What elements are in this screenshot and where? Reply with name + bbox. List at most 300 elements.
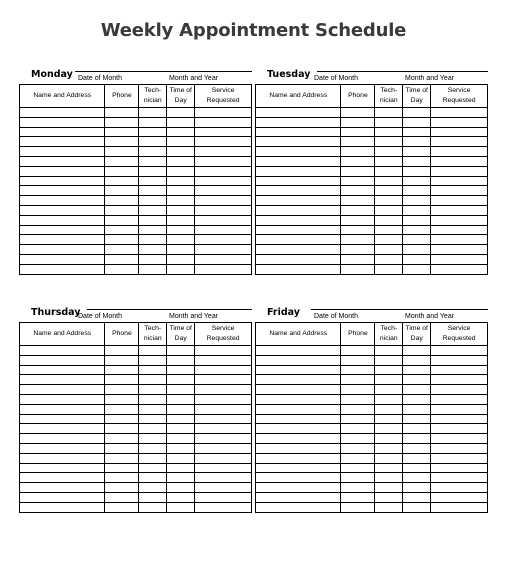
table-cell[interactable] [167,414,195,424]
table-cell[interactable] [167,483,195,493]
table-cell[interactable] [341,156,375,166]
table-cell[interactable] [431,176,488,186]
table-cell[interactable] [105,196,139,206]
table-cell[interactable] [20,186,105,196]
table-cell[interactable] [20,137,105,147]
table-cell[interactable] [431,186,488,196]
table-cell[interactable] [341,463,375,473]
table-cell[interactable] [20,414,105,424]
table-cell[interactable] [167,443,195,453]
table-cell[interactable] [403,235,431,245]
table-cell[interactable] [139,424,167,434]
table-cell[interactable] [20,355,105,365]
table-cell[interactable] [20,502,105,512]
table-cell[interactable] [403,394,431,404]
table-cell[interactable] [139,127,167,137]
table-cell[interactable] [341,414,375,424]
table-cell[interactable] [195,443,252,453]
table-cell[interactable] [256,443,341,453]
table-cell[interactable] [167,254,195,264]
table-cell[interactable] [431,166,488,176]
table-cell[interactable] [341,186,375,196]
table-cell[interactable] [256,215,341,225]
table-cell[interactable] [105,108,139,118]
table-cell[interactable] [195,346,252,356]
table-cell[interactable] [341,264,375,274]
table-cell[interactable] [195,117,252,127]
table-cell[interactable] [341,473,375,483]
table-cell[interactable] [195,414,252,424]
table-cell[interactable] [167,147,195,157]
table-cell[interactable] [139,463,167,473]
table-cell[interactable] [431,414,488,424]
table-cell[interactable] [341,196,375,206]
table-cell[interactable] [431,502,488,512]
table-cell[interactable] [375,215,403,225]
table-cell[interactable] [195,502,252,512]
table-cell[interactable] [375,346,403,356]
table-cell[interactable] [139,404,167,414]
table-cell[interactable] [375,108,403,118]
table-cell[interactable] [20,385,105,395]
table-cell[interactable] [139,264,167,274]
table-cell[interactable] [341,375,375,385]
table-cell[interactable] [167,346,195,356]
table-cell[interactable] [105,394,139,404]
table-cell[interactable] [403,385,431,395]
table-cell[interactable] [20,375,105,385]
table-cell[interactable] [341,225,375,235]
table-cell[interactable] [403,156,431,166]
table-cell[interactable] [403,186,431,196]
table-cell[interactable] [375,502,403,512]
table-cell[interactable] [256,137,341,147]
table-cell[interactable] [139,453,167,463]
table-cell[interactable] [341,385,375,395]
table-cell[interactable] [431,424,488,434]
table-cell[interactable] [256,355,341,365]
table-cell[interactable] [20,424,105,434]
table-cell[interactable] [105,205,139,215]
table-cell[interactable] [375,443,403,453]
table-cell[interactable] [167,453,195,463]
table-cell[interactable] [375,424,403,434]
table-cell[interactable] [403,463,431,473]
table-cell[interactable] [20,346,105,356]
table-cell[interactable] [167,404,195,414]
table-cell[interactable] [431,365,488,375]
table-cell[interactable] [256,473,341,483]
table-cell[interactable] [375,176,403,186]
table-cell[interactable] [256,147,341,157]
table-cell[interactable] [431,453,488,463]
table-cell[interactable] [403,215,431,225]
table-cell[interactable] [431,355,488,365]
table-cell[interactable] [167,156,195,166]
table-cell[interactable] [431,264,488,274]
table-cell[interactable] [195,205,252,215]
table-cell[interactable] [403,264,431,274]
table-cell[interactable] [403,483,431,493]
table-cell[interactable] [256,166,341,176]
table-cell[interactable] [167,502,195,512]
table-cell[interactable] [105,434,139,444]
table-cell[interactable] [20,365,105,375]
table-cell[interactable] [403,434,431,444]
table-cell[interactable] [105,264,139,274]
table-cell[interactable] [375,483,403,493]
table-cell[interactable] [139,414,167,424]
table-cell[interactable] [139,245,167,255]
table-cell[interactable] [139,147,167,157]
table-cell[interactable] [139,225,167,235]
table-cell[interactable] [105,176,139,186]
table-cell[interactable] [195,385,252,395]
table-cell[interactable] [139,137,167,147]
table-cell[interactable] [403,108,431,118]
table-cell[interactable] [20,264,105,274]
table-cell[interactable] [341,394,375,404]
table-cell[interactable] [167,186,195,196]
table-cell[interactable] [375,453,403,463]
table-cell[interactable] [105,147,139,157]
table-cell[interactable] [341,355,375,365]
table-cell[interactable] [431,483,488,493]
table-cell[interactable] [431,108,488,118]
table-cell[interactable] [341,117,375,127]
table-cell[interactable] [20,225,105,235]
table-cell[interactable] [105,117,139,127]
table-cell[interactable] [375,245,403,255]
table-cell[interactable] [139,483,167,493]
table-cell[interactable] [105,365,139,375]
table-cell[interactable] [403,414,431,424]
table-cell[interactable] [431,117,488,127]
table-cell[interactable] [20,166,105,176]
table-cell[interactable] [167,365,195,375]
table-cell[interactable] [167,385,195,395]
table-cell[interactable] [341,483,375,493]
table-cell[interactable] [167,463,195,473]
table-cell[interactable] [20,492,105,502]
table-cell[interactable] [256,483,341,493]
table-cell[interactable] [375,355,403,365]
table-cell[interactable] [375,365,403,375]
table-cell[interactable] [167,137,195,147]
table-cell[interactable] [105,443,139,453]
table-cell[interactable] [105,166,139,176]
table-cell[interactable] [195,235,252,245]
table-cell[interactable] [341,254,375,264]
table-cell[interactable] [256,254,341,264]
table-cell[interactable] [105,156,139,166]
table-cell[interactable] [431,404,488,414]
table-cell[interactable] [105,254,139,264]
table-cell[interactable] [167,375,195,385]
table-cell[interactable] [375,147,403,157]
table-cell[interactable] [431,473,488,483]
table-cell[interactable] [195,166,252,176]
table-cell[interactable] [431,443,488,453]
table-cell[interactable] [403,176,431,186]
table-cell[interactable] [403,147,431,157]
table-cell[interactable] [403,117,431,127]
table-cell[interactable] [256,108,341,118]
table-cell[interactable] [431,127,488,137]
table-cell[interactable] [167,205,195,215]
table-cell[interactable] [167,245,195,255]
table-cell[interactable] [403,502,431,512]
table-cell[interactable] [375,463,403,473]
table-cell[interactable] [431,147,488,157]
table-cell[interactable] [403,245,431,255]
table-cell[interactable] [431,463,488,473]
table-cell[interactable] [105,483,139,493]
table-cell[interactable] [105,473,139,483]
table-cell[interactable] [431,254,488,264]
table-cell[interactable] [195,245,252,255]
table-cell[interactable] [167,434,195,444]
table-cell[interactable] [20,473,105,483]
table-cell[interactable] [256,346,341,356]
table-cell[interactable] [105,225,139,235]
table-cell[interactable] [341,492,375,502]
table-cell[interactable] [341,235,375,245]
table-cell[interactable] [431,245,488,255]
table-cell[interactable] [341,346,375,356]
table-cell[interactable] [195,404,252,414]
table-cell[interactable] [167,108,195,118]
table-cell[interactable] [375,156,403,166]
table-cell[interactable] [195,127,252,137]
table-cell[interactable] [431,156,488,166]
table-cell[interactable] [139,166,167,176]
table-cell[interactable] [139,492,167,502]
table-cell[interactable] [256,463,341,473]
table-cell[interactable] [20,196,105,206]
date-entry-line[interactable] [311,309,488,310]
table-cell[interactable] [20,147,105,157]
table-cell[interactable] [256,492,341,502]
table-cell[interactable] [375,235,403,245]
table-cell[interactable] [256,127,341,137]
table-cell[interactable] [20,404,105,414]
table-cell[interactable] [256,404,341,414]
table-cell[interactable] [403,404,431,414]
table-cell[interactable] [375,205,403,215]
table-cell[interactable] [375,225,403,235]
table-cell[interactable] [375,166,403,176]
table-cell[interactable] [139,205,167,215]
table-cell[interactable] [256,235,341,245]
table-cell[interactable] [20,176,105,186]
table-cell[interactable] [341,215,375,225]
table-cell[interactable] [431,205,488,215]
table-cell[interactable] [256,245,341,255]
table-cell[interactable] [195,473,252,483]
table-cell[interactable] [139,186,167,196]
table-cell[interactable] [195,264,252,274]
table-cell[interactable] [167,176,195,186]
table-cell[interactable] [195,196,252,206]
table-cell[interactable] [167,394,195,404]
table-cell[interactable] [195,186,252,196]
table-cell[interactable] [341,365,375,375]
table-cell[interactable] [431,394,488,404]
table-cell[interactable] [139,434,167,444]
table-cell[interactable] [256,117,341,127]
table-cell[interactable] [256,156,341,166]
table-cell[interactable] [20,235,105,245]
table-cell[interactable] [167,117,195,127]
table-cell[interactable] [167,127,195,137]
table-cell[interactable] [20,205,105,215]
table-cell[interactable] [256,225,341,235]
table-cell[interactable] [403,453,431,463]
table-cell[interactable] [341,166,375,176]
table-cell[interactable] [195,156,252,166]
table-cell[interactable] [341,147,375,157]
date-entry-line[interactable] [317,71,488,72]
table-cell[interactable] [403,443,431,453]
table-cell[interactable] [256,196,341,206]
table-cell[interactable] [139,196,167,206]
table-cell[interactable] [195,365,252,375]
table-cell[interactable] [403,166,431,176]
table-cell[interactable] [256,434,341,444]
table-cell[interactable] [431,215,488,225]
table-cell[interactable] [105,215,139,225]
table-cell[interactable] [167,235,195,245]
table-cell[interactable] [167,166,195,176]
table-cell[interactable] [167,225,195,235]
table-cell[interactable] [20,443,105,453]
table-cell[interactable] [139,176,167,186]
table-cell[interactable] [105,355,139,365]
date-entry-line[interactable] [87,309,252,310]
table-cell[interactable] [403,127,431,137]
table-cell[interactable] [256,176,341,186]
table-cell[interactable] [375,434,403,444]
table-cell[interactable] [105,502,139,512]
table-cell[interactable] [20,483,105,493]
table-cell[interactable] [431,196,488,206]
table-cell[interactable] [341,108,375,118]
table-cell[interactable] [105,235,139,245]
table-cell[interactable] [341,453,375,463]
table-cell[interactable] [256,375,341,385]
table-cell[interactable] [105,492,139,502]
table-cell[interactable] [375,394,403,404]
table-cell[interactable] [431,385,488,395]
table-cell[interactable] [139,156,167,166]
table-cell[interactable] [431,137,488,147]
table-cell[interactable] [20,254,105,264]
table-cell[interactable] [341,424,375,434]
table-cell[interactable] [431,492,488,502]
table-cell[interactable] [403,254,431,264]
table-cell[interactable] [105,127,139,137]
table-cell[interactable] [139,365,167,375]
table-cell[interactable] [403,346,431,356]
table-cell[interactable] [256,394,341,404]
table-cell[interactable] [105,245,139,255]
table-cell[interactable] [403,225,431,235]
table-cell[interactable] [431,225,488,235]
table-cell[interactable] [105,375,139,385]
table-cell[interactable] [375,196,403,206]
table-cell[interactable] [375,385,403,395]
table-cell[interactable] [195,147,252,157]
table-cell[interactable] [195,375,252,385]
table-cell[interactable] [256,365,341,375]
table-cell[interactable] [139,385,167,395]
table-cell[interactable] [375,137,403,147]
table-cell[interactable] [139,375,167,385]
table-cell[interactable] [341,245,375,255]
table-cell[interactable] [105,137,139,147]
table-cell[interactable] [256,453,341,463]
table-cell[interactable] [20,463,105,473]
table-cell[interactable] [20,117,105,127]
table-cell[interactable] [341,205,375,215]
table-cell[interactable] [403,137,431,147]
table-cell[interactable] [256,186,341,196]
table-cell[interactable] [105,186,139,196]
table-cell[interactable] [403,424,431,434]
table-cell[interactable] [20,245,105,255]
table-cell[interactable] [375,127,403,137]
table-cell[interactable] [403,375,431,385]
table-cell[interactable] [375,264,403,274]
table-cell[interactable] [139,254,167,264]
table-cell[interactable] [341,434,375,444]
table-cell[interactable] [403,196,431,206]
table-cell[interactable] [341,137,375,147]
table-cell[interactable] [341,502,375,512]
table-cell[interactable] [256,264,341,274]
table-cell[interactable] [195,176,252,186]
table-cell[interactable] [167,196,195,206]
table-cell[interactable] [375,117,403,127]
table-cell[interactable] [167,424,195,434]
table-cell[interactable] [195,463,252,473]
table-cell[interactable] [256,385,341,395]
table-cell[interactable] [20,394,105,404]
table-cell[interactable] [375,473,403,483]
table-cell[interactable] [167,473,195,483]
table-cell[interactable] [195,137,252,147]
table-cell[interactable] [195,492,252,502]
table-cell[interactable] [375,375,403,385]
table-cell[interactable] [195,483,252,493]
table-cell[interactable] [403,365,431,375]
table-cell[interactable] [195,254,252,264]
table-cell[interactable] [403,355,431,365]
table-cell[interactable] [167,492,195,502]
table-cell[interactable] [341,127,375,137]
table-cell[interactable] [375,414,403,424]
table-cell[interactable] [195,108,252,118]
table-cell[interactable] [341,404,375,414]
table-cell[interactable] [403,473,431,483]
table-cell[interactable] [195,225,252,235]
table-cell[interactable] [167,264,195,274]
table-cell[interactable] [139,346,167,356]
table-cell[interactable] [195,215,252,225]
table-cell[interactable] [256,414,341,424]
table-cell[interactable] [431,434,488,444]
